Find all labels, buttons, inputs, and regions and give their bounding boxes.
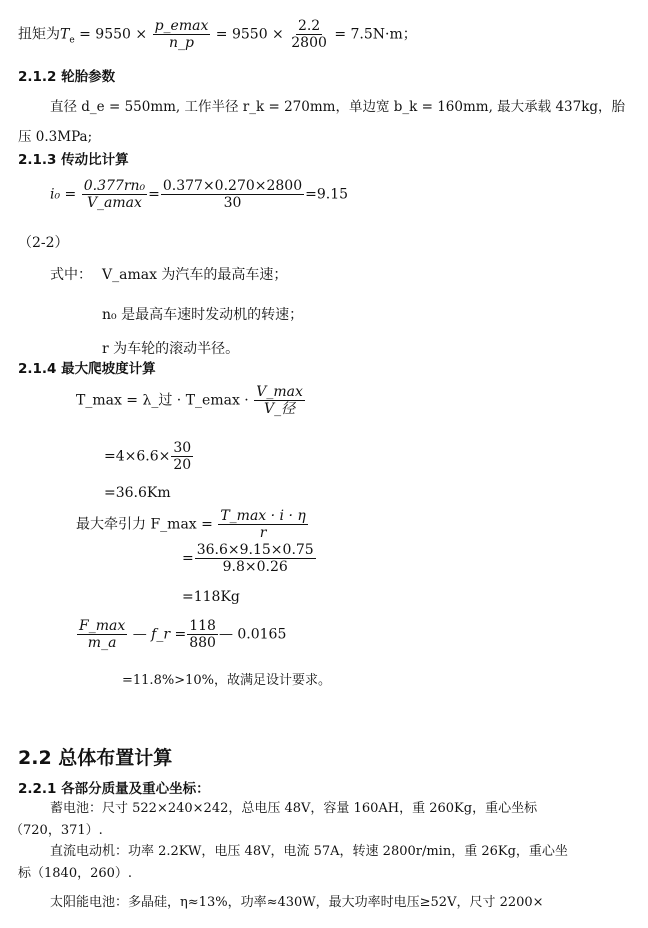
tire-params-line2: 压 0.3MPa; [18,129,93,145]
where-item-2: n₀ 是最高车速时发动机的转速； [102,307,304,323]
gradient-formula: $\frac{F\_\max}{m\_a}$ — f_r = $\frac{118}{880}$ — 0.0165 [79,618,287,651]
torque-eq1: = 9550 × [79,26,148,43]
tmax-step-1: =4×6.6× $\frac{30}{20}$ [104,440,192,473]
ratio-fraction-1: $\frac{\text{0.377rn₀}}{V\_amax}$ [83,178,146,211]
equation-number: （2-2） [18,235,69,251]
torque-symbol-sub: e [69,35,75,46]
torque-eq2: = 9550 × [215,26,284,43]
motor-line-2: 标（1840，260）. [18,866,133,881]
tmax-formula: T_max = λ_过 · T_emax · $\frac{V\_\max}{\text{V\_径}}$ [76,384,303,417]
solar-line-1: 太阳能电池：多晶硅，η≈13%，功率≈430W，最大功率时电压≥52V，尺寸 2200× [50,895,544,910]
where-item-1: V_amax 为汽车的最高车速； [102,267,288,283]
ratio-result: =9.15 [305,186,349,203]
ratio-formula: i₀ = $\frac{\text{0.377rn₀}}{V\_amax}$ = $\frac{0.377\times 0.270\times 2800}{30}$ =9.15 [50,178,349,211]
traction-result: =118Kg [182,589,240,605]
traction-step: = $\frac{36.6\times 9.15\times 0.75}{9.8\times 0.26}$ [182,542,314,575]
torque-result: = 7.5N·m； [334,26,417,43]
ratio-fraction-2: $\frac{0.377\times 0.270\times 2800}{30}$ [162,178,303,211]
tire-params-line1: 直径 d_e = 550mm, 工作半径 r_k = 270mm，单边宽 b_k = 160mm, 最大承载 437kg，胎 [50,99,626,115]
torque-symbol: T [60,26,70,43]
heading-2-1-4: 2.1.4 最大爬坡度计算 [18,361,156,377]
gradient-conclusion: =11.8%>10%，故满足设计要求。 [122,673,331,688]
torque-fraction-2: $\frac{2.2}{2800}$ [291,18,327,51]
tmax-step-2: =36.6Km [104,485,171,501]
battery-line-1: 蓄电池：尺寸 522×240×242，总电压 48V，容量 160AH，重 260Kg，重心坐标 [50,801,538,816]
where-item-3: r 为车轮的滚动半径。 [102,341,240,357]
heading-2-2: 2.2 总体布置计算 [18,747,173,769]
torque-fraction-1: $\frac{p\_emax}{n\_p}$ [154,18,209,51]
heading-2-1-2: 2.1.2 轮胎参数 [18,69,116,85]
heading-2-2-1: 2.2.1 各部分质量及重心坐标： [18,781,210,797]
torque-formula [18,18,417,52]
motor-line-1: 直流电动机：功率 2.2KW，电压 48V，电流 57A，转速 2800r/min，重 26Kg，重心坐 [50,844,568,859]
where-label: 式中： [50,267,92,283]
battery-line-2: （720，371）. [10,823,103,838]
heading-2-1-3: 2.1.3 传动比计算 [18,152,129,168]
torque-label: 扭矩为 [18,26,60,43]
traction-formula: 最大牵引力 F_max = $\frac{T\_\max \cdot i \cdot \eta}{r}$ [76,508,306,541]
